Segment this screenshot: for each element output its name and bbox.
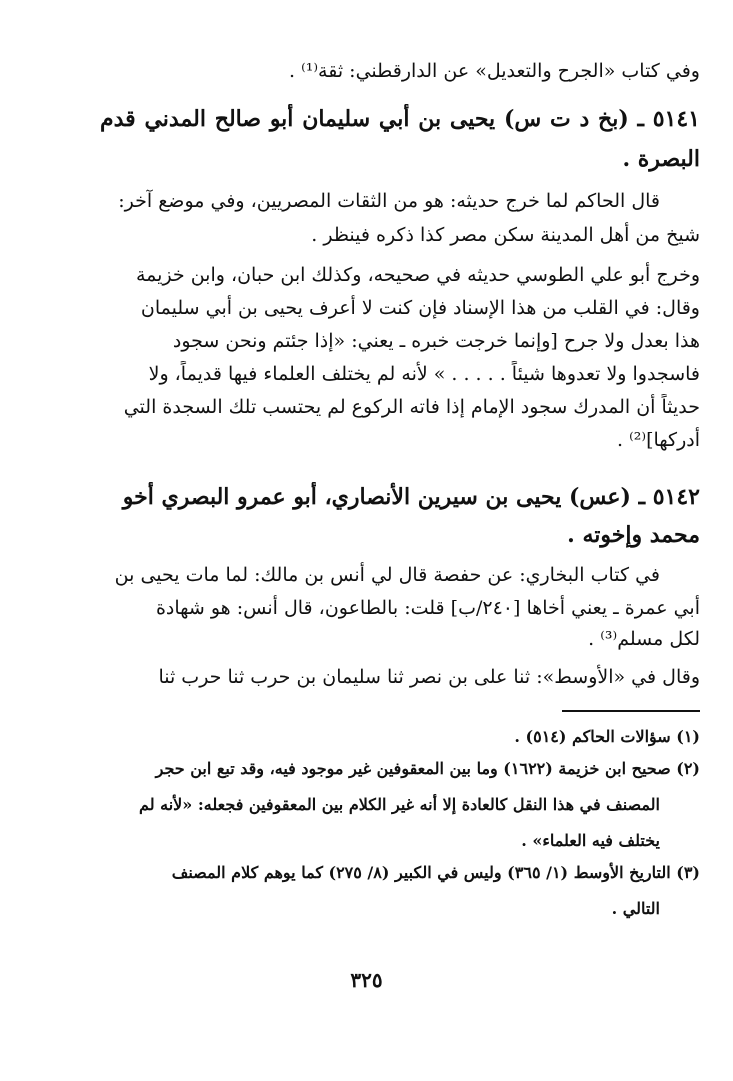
body-line: وقال في «الأوسط»: ثنا على بن نصر ثنا سليمان بن حرب ثنا حرب ثنا bbox=[158, 666, 700, 688]
footnote-3-line: (٣) التاريخ الأوسط (١/ ٣٦٥) وليس في الكبير (٨/ ٢٧٥) كما يوهم كلام المصنف bbox=[171, 863, 700, 882]
footnote-separator bbox=[562, 710, 700, 712]
page-number: ٣٢٥ bbox=[350, 968, 383, 992]
body-line: وفي كتاب «الجرح والتعديل» عن الدارقطني: ثقة⁽¹⁾ . bbox=[289, 60, 700, 82]
body-line: وخرج أبو علي الطوسي حديثه في صحيحه، وكذلك ابن حبان، وابن خزيمة bbox=[135, 264, 700, 286]
heading-line: ٥١٤١ ـ (بخ د ت س) يحيى بن أبي سليمان أبو صالح المدني قدم bbox=[100, 106, 700, 132]
footnote-1: (١) سؤالات الحاكم (٥١٤) . bbox=[514, 727, 700, 746]
heading-line: البصرة . bbox=[622, 146, 700, 172]
body-line: وقال: في القلب من هذا الإسناد فإن كنت لا أعرف يحيى بن أبي سليمان bbox=[140, 297, 700, 319]
footnote-2-line: (٢) صحيح ابن خزيمة (١٦٢٢) وما بين المعقوفين غير موجود فيه، وقد تبع ابن حجر bbox=[155, 759, 700, 778]
body-line: أبي عمرة ـ يعني أخاها [٢٤٠/ب] قلت: بالطاعون، قال أنس: هو شهادة bbox=[155, 597, 700, 619]
heading-line: ٥١٤٢ ـ (عس) يحيى بن سيرين الأنصاري، أبو عمرو البصري أخو bbox=[122, 484, 700, 510]
footnote-2-line: المصنف في هذا النقل كالعادة إلا أنه غير الكلام بين المعقوفين فجعله: «لأنه لم bbox=[139, 795, 660, 814]
body-line: حديثاً أن المدرك سجود الإمام إذا فاته الركوع لم يحتسب تلك السجدة التي bbox=[123, 396, 700, 418]
footnote-2-line: يختلف فيه العلماء» . bbox=[521, 831, 660, 850]
heading-line: محمد وإخوته . bbox=[567, 522, 700, 548]
body-line: هذا بعدل ولا جرح [وإنما خرجت خبره ـ يعني: «إذا جئتم ونحن سجود bbox=[172, 330, 700, 352]
body-line: في كتاب البخاري: عن حفصة قال لي أنس بن مالك: لما مات يحيى بن bbox=[114, 564, 660, 586]
footnote-3-line: التالي . bbox=[611, 899, 660, 918]
body-line: فاسجدوا ولا تعدوها شيئاً . . . . . » لأنه لم يختلف العلماء فيها قديماً، ولا bbox=[148, 363, 700, 385]
body-line: قال الحاكم لما خرج حديثه: هو من الثقات المصريين، وفي موضع آخر: bbox=[118, 190, 660, 212]
body-line: أدركها]⁽²⁾ . bbox=[617, 429, 700, 451]
body-line: لكل مسلم⁽³⁾ . bbox=[588, 628, 700, 650]
body-line: شيخ من أهل المدينة سكن مصر كذا ذكره فينظر . bbox=[311, 224, 700, 246]
